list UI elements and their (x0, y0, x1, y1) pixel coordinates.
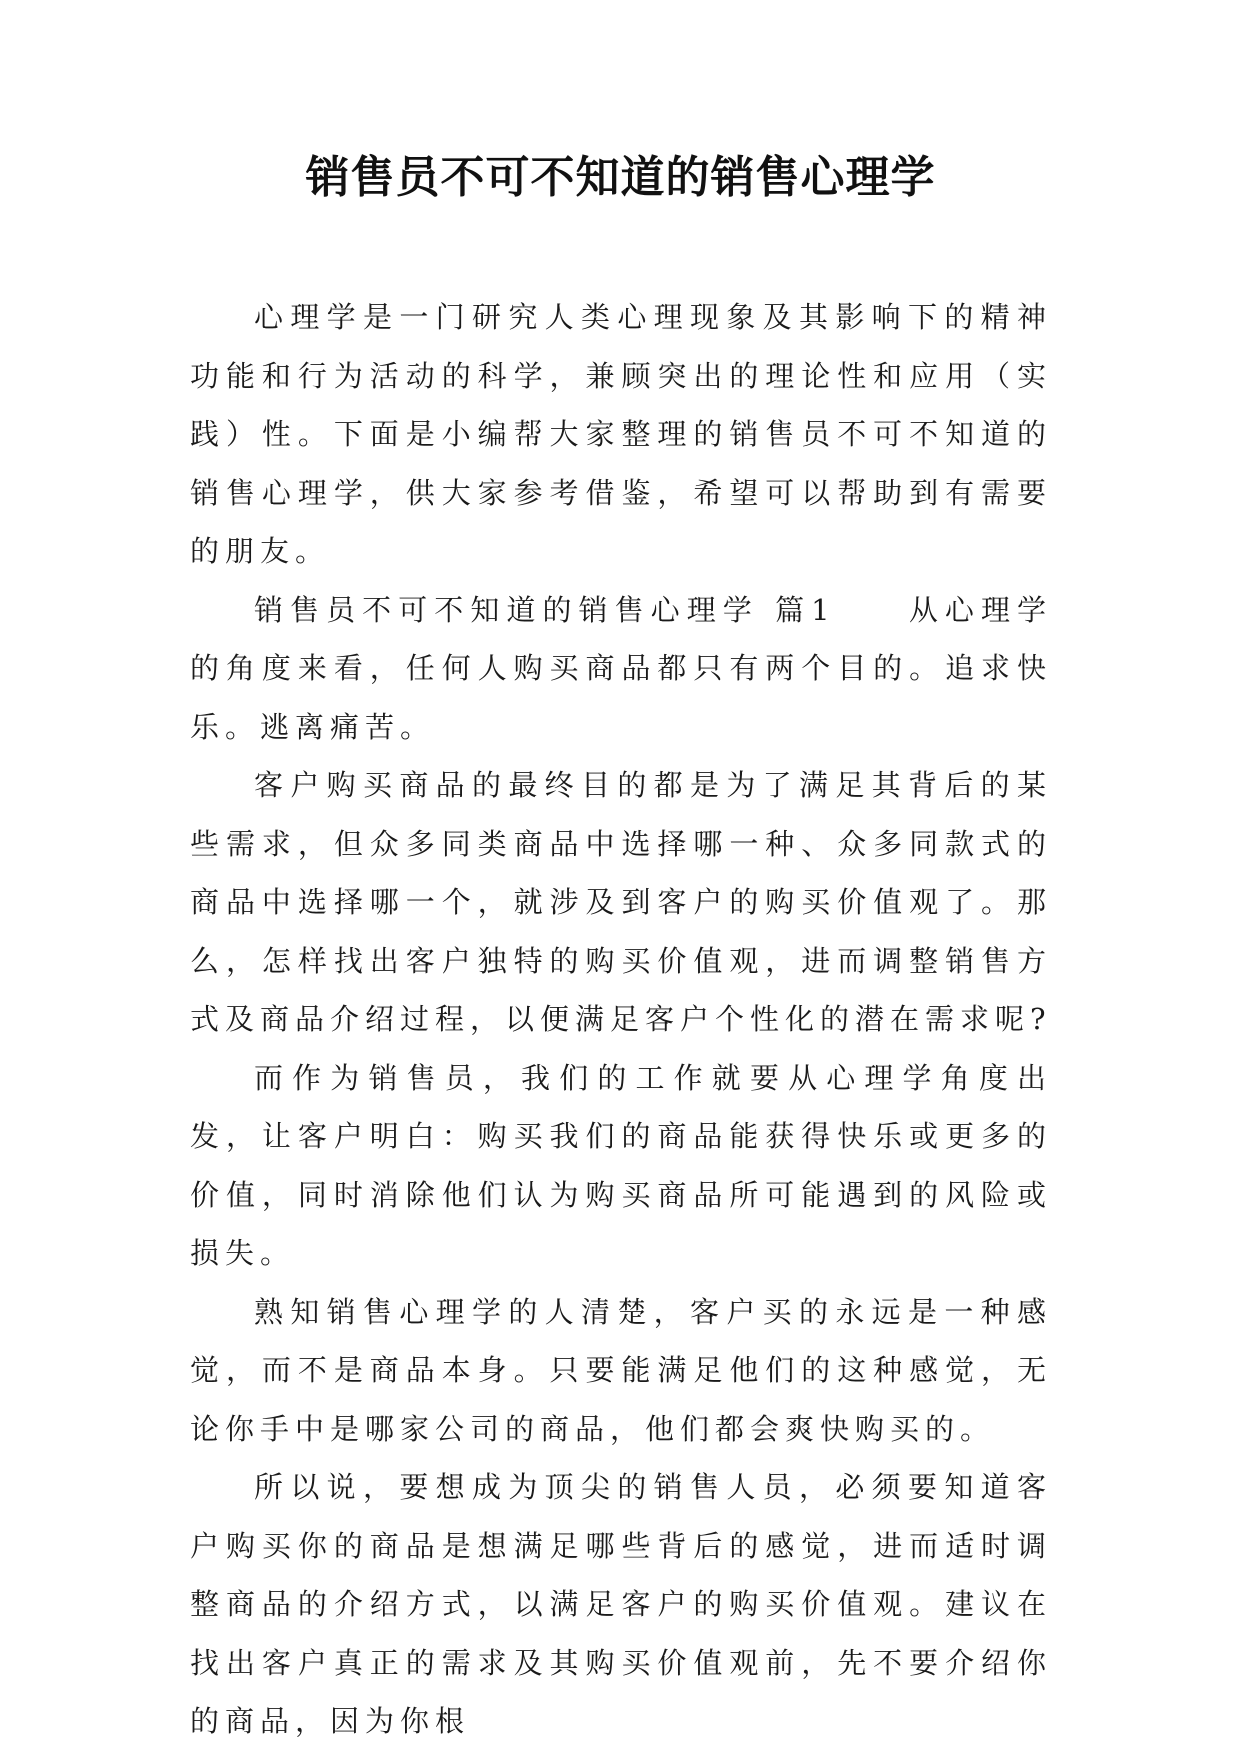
paragraph-salesperson-role: 而作为销售员，我们的工作就要从心理学角度出发，让客户明白：购买我们的商品能获得快乐或更多的价值，同时消除他们认为购买商品所可能遇到的风险或损失。 (190, 1060, 1052, 1270)
paragraph-section-1: 销售员不可不知道的销售心理学 篇1 从心理学的角度来看，任何人购买商品都只有两个目的。追求快乐。逃离痛苦。 (190, 592, 1052, 744)
document-body (190, 288, 1052, 1751)
document-title: 销售员不可不知道的销售心理学 (305, 152, 936, 203)
paragraph-feeling: 熟知销售心理学的人清楚，客户买的永远是一种感觉，而不是商品本身。只要能满足他们的这种感觉，无论你手中是哪家公司的商品，他们都会爽快购买的。 (190, 1294, 1052, 1446)
paragraph-top-sales: 所以说，要想成为顶尖的销售人员，必须要知道客户购买你的商品是想满足哪些背后的感觉，进而适时调整商品的介绍方式，以满足客户的购买价值观。建议在找出客户真正的需求及其购买价值观前，先不要介绍你的商品，因为你根 (190, 1470, 1052, 1738)
paragraph-intro: 心理学是一门研究人类心理现象及其影响下的精神功能和行为活动的科学，兼顾突出的理论性和应用（实践）性。下面是小编帮大家整理的销售员不可不知道的销售心理学，供大家参考借鉴，希望可以帮助到有需要的朋友。 (190, 300, 1052, 568)
paragraph-customer-needs: 客户购买商品的最终目的都是为了满足其背后的某些需求，但众多同类商品中选择哪一种、众多同款式的商品中选择哪一个，就涉及到客户的购买价值观了。那么，怎样找出客户独特的购买价值观，进而调整销售方式及商品介绍过程，以便满足客户个性化的潜在需求呢? (190, 768, 1052, 1036)
